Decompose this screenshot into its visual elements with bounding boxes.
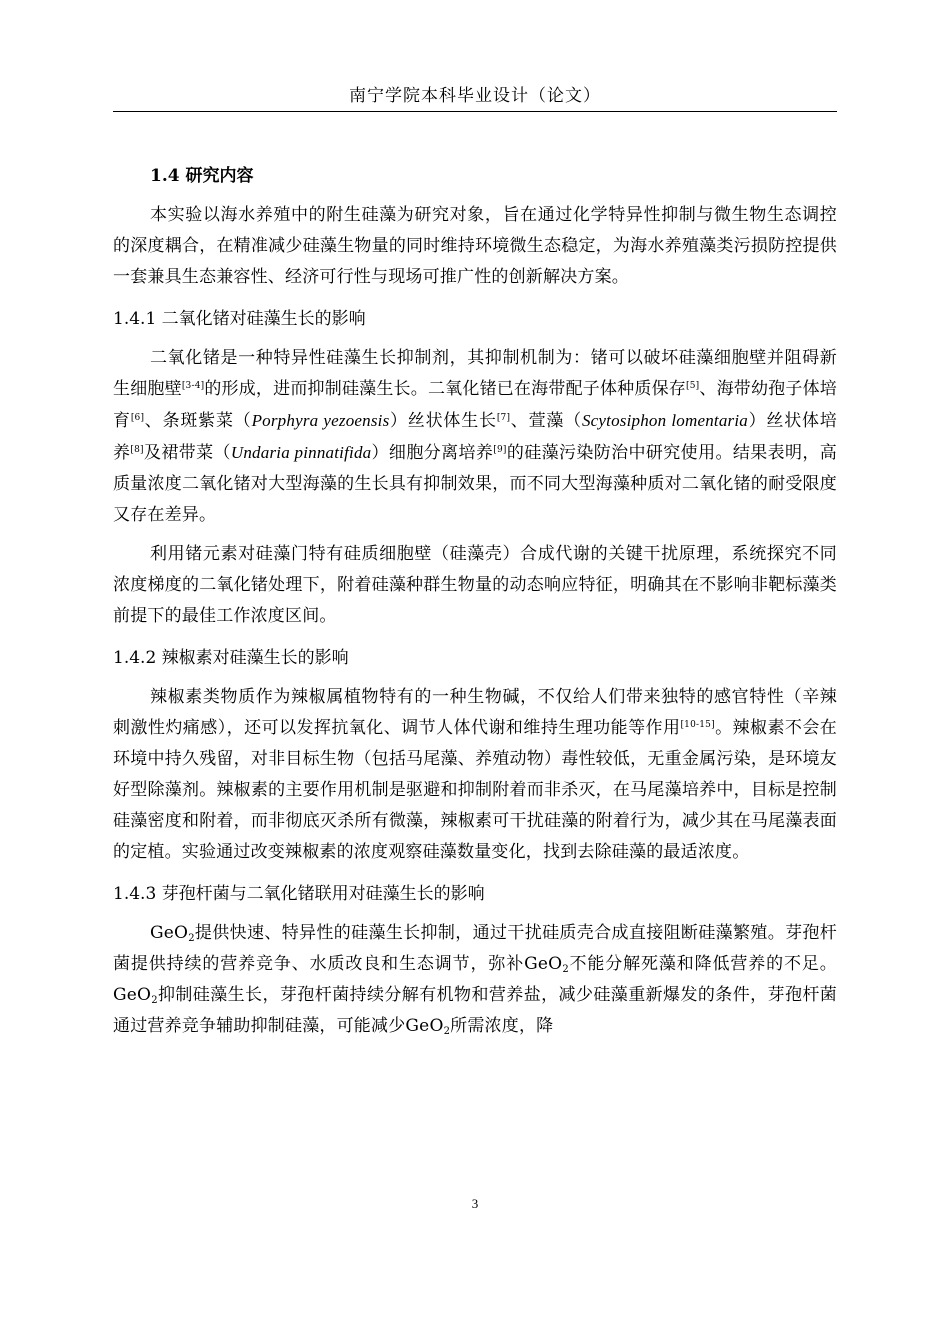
citation: [9] (493, 445, 507, 455)
species-name: Scytosiphon lomentaria (581, 411, 748, 430)
section-heading-1-4: 1.4 研究内容 (150, 166, 254, 186)
citation: [5] (686, 381, 700, 391)
page-number: 3 (471, 1196, 479, 1211)
paragraph-1-4-1-b: 利用锗元素对硅藻门特有硅质细胞壁（硅藻壳）合成代谢的关键干扰原理，系统探究不同浓度梯度的二氧化锗处理下，附着硅藻种群生物量的动态响应特征，明确其在不影响非靶标藻类前提下的最佳工作浓度区间。 (113, 544, 837, 626)
paragraph-1-4: 本实验以海水养殖中的附生硅藻为研究对象，旨在通过化学特异性抑制与微生物生态调控的深度耦合，在精准减少硅藻生物量的同时维持环境微生态稳定，为海水养殖藻类污损防控提供一套兼具生态兼容性、经济可行性与现场可推广性的创新解决方案。 (113, 205, 837, 287)
section-heading-1-4-1: 1.4.1 二氧化锗对硅藻生长的影响 (113, 309, 366, 329)
page-body (113, 156, 837, 1042)
section-heading-1-4-2: 1.4.2 辣椒素对硅藻生长的影响 (113, 648, 349, 668)
citation: [10-15] (680, 720, 715, 730)
citation: [8] (130, 445, 144, 455)
header-rule (113, 111, 837, 112)
paragraph-1-4-2: 辣椒素类物质作为辣椒属植物特有的一种生物碱，不仅给人们带来独特的感官特性（辛辣刺激性灼痛感），还可以发挥抗氧化、调节人体代谢和维持生理功能等作用[10-15]。辣椒素不会在环境中持久残留，对非目标生物（包括马尾藻、养殖动物）毒性较低，无重金属污染，是环境友好型除藻剂。辣椒素的主要作用机制是驱避和抑制附着而非杀灭，在马尾藻培养中，目标是控制硅藻密度和附着，而非彻底灭杀所有微藻，辣椒素可干扰硅藻的附着行为，减少其在马尾藻表面的定植。实验通过改变辣椒素的浓度观察硅藻数量变化，找到去除硅藻的最适浓度。 (113, 687, 837, 862)
species-name: Undaria pinnatifida (230, 443, 372, 462)
paragraph-1-4-3: GeO$_2$提供快速、特异性的硅藻生长抑制，通过干扰硅质壳合成直接阻断硅藻繁殖。芽孢杆菌提供持续的营养竞争、水质改良和生态调节，弥补GeO$_2$不能分解死藻和降低营养的不足。GeO$_2$抑制硅藻生长，芽孢杆菌持续分解有机物和营养盐，减少硅藻重新爆发的条件，芽孢杆菌通过营养竞争辅助抑制硅藻，可能减少GeO$_2$所需浓度，降 (113, 923, 837, 1037)
section-heading-1-4-3: 1.4.3 芽孢杆菌与二氧化锗联用对硅藻生长的影响 (113, 884, 485, 904)
citation: [6] (130, 413, 145, 423)
species-name: Porphyra yezoensis (251, 411, 390, 430)
page-header: 南宁学院本科毕业设计（论文） (349, 86, 601, 106)
citation: [7] (496, 413, 511, 423)
citation: [3-4] (181, 381, 205, 391)
paragraph-1-4-1-a: 二氧化锗是一种特异性硅藻生长抑制剂，其抑制机制为：锗可以破坏硅藻细胞壁并阻碍新生细胞壁[3-4]的形成，进而抑制硅藻生长。二氧化锗已在海带配子体种质保存[5]、海带幼孢子体培育[6]、条斑紫菜（Porphyra yezoensis）丝状体生长[7]、萱藻（Scytosiphon lomentaria）丝状体培养[8]及裙带菜（Undaria pinnatifida）细胞分离培养[9]的硅藻污染防治中研究使用。结果表明，高质量浓度二氧化锗对大型海藻的生长具有抑制效果，而不同大型海藻种质对二氧化锗的耐受限度又存在差异。 (113, 348, 838, 525)
